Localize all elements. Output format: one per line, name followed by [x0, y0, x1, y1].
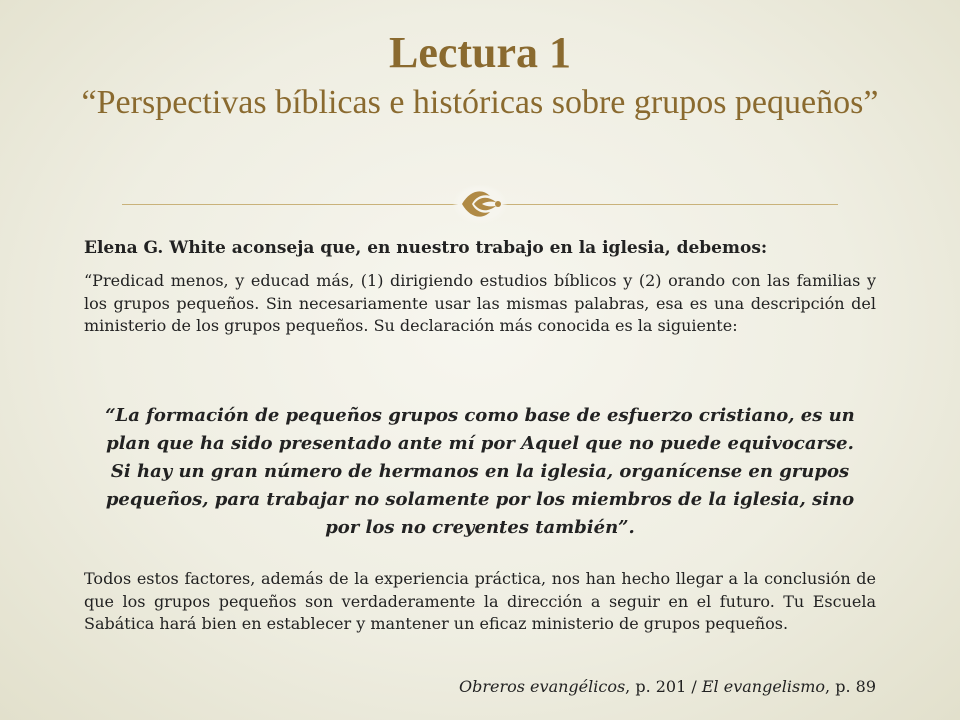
ornament-icon — [452, 184, 508, 224]
citation-page-1: , p. 201 / — [625, 677, 702, 696]
citation-page-2: , p. 89 — [825, 677, 876, 696]
page-title: Lectura 1 — [388, 28, 572, 77]
paragraph-conclusion: Todos estos factores, además de la experiencia práctica, nos han hecho llegar a la conclusión de que los grupos pequeños son verdaderamente la dirección a seguir en el futuro. Tu Escuela Sabática hará bien en establecer y mantener un eficaz ministerio de grupos pequeños. — [84, 569, 876, 633]
slide-title — [60, 28, 900, 124]
citation — [459, 676, 876, 698]
quote-block: “La formación de pequeños grupos como base de esfuerzo cristiano, es un plan que ha sido presentado ante mí por Aquel que no puede equivocarse. Si hay un gran número de hermanos en la iglesia, organícense en grupos pequeños, para trabajar no solamente por los miembros de la iglesia, sino por los no creyentes también”. — [105, 405, 855, 538]
paragraph-intro: “Predicad menos, y educad más, (1) dirigiendo estudios bíblicos y (2) orando con las familias y los grupos pequeños. Sin necesariamente usar las mismas palabras, esa es una descripción del ministerio de los grupos pequeños. Su declaración más conocida es la siguiente: — [84, 271, 876, 335]
page-subtitle: “Perspectivas bíblicas e históricas sobre grupos pequeños” — [81, 84, 879, 121]
lead-text: Elena G. White aconseja que, en nuestro trabajo en la iglesia, debemos: — [84, 238, 768, 258]
citation-book-1: Obreros evangélicos — [459, 677, 626, 696]
citation-book-2: El evangelismo — [701, 677, 826, 696]
